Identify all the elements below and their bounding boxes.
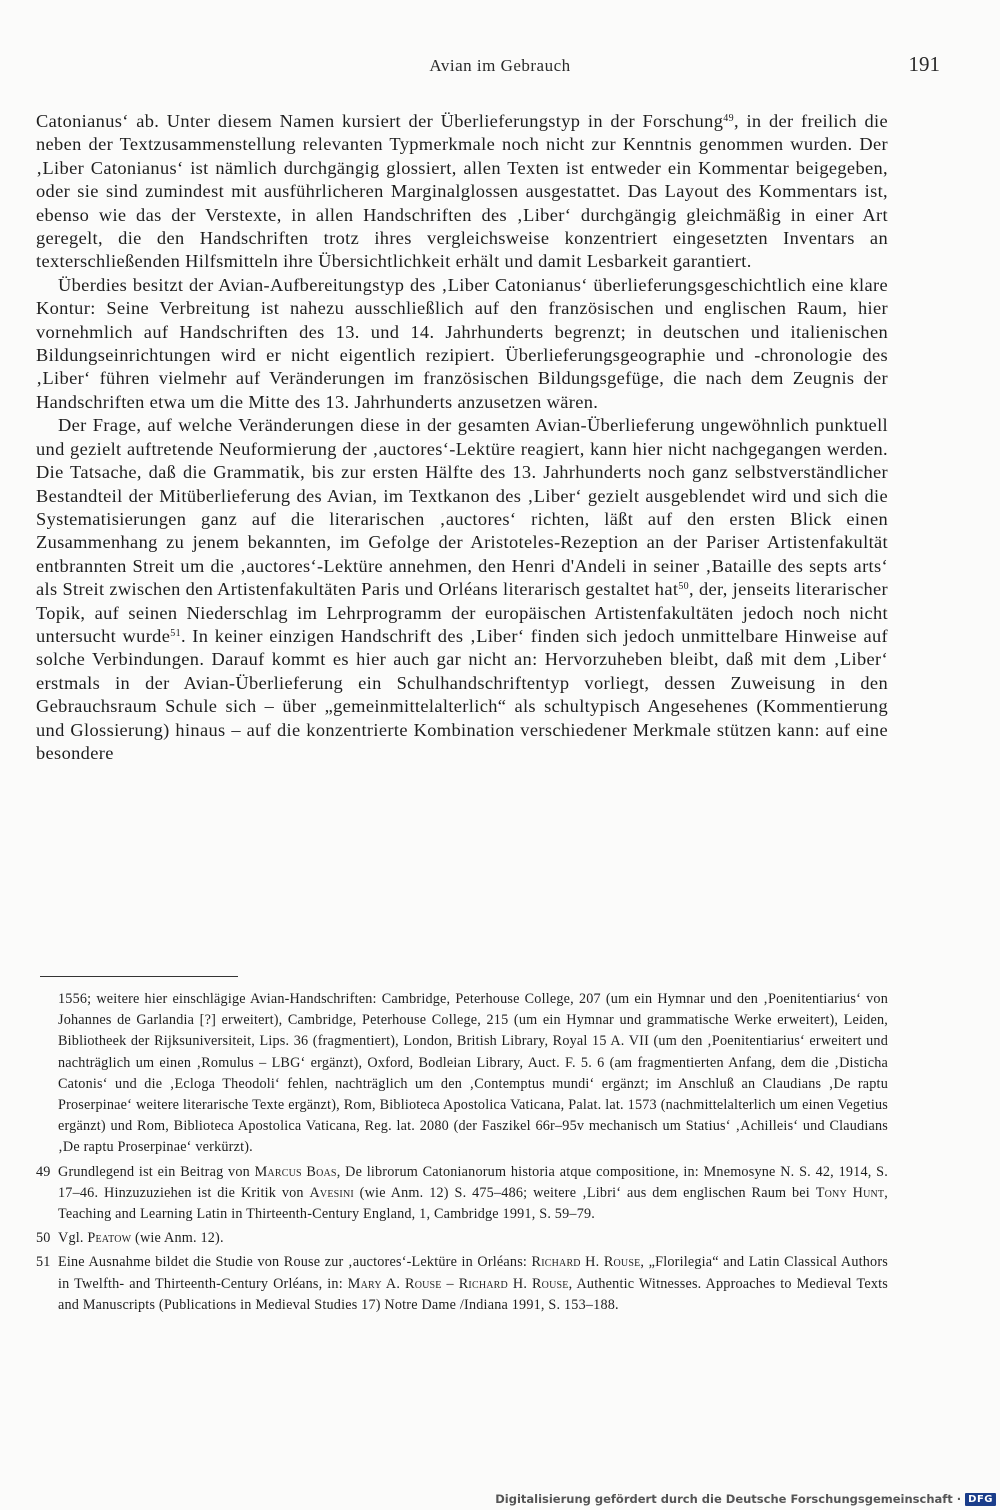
footnote-49: [36, 1162, 888, 1226]
footnote-continuation: 1556; weitere hier einschlägige Avian-Handschriften: Cambridge, Peterhouse College, 207 (um ein Hymnar und den ‚Poenitentiarius‘ von Johannes de Garlandia [?] erweitert), Cambridge, Peterhouse College, 215 (um ein Hymnar und grammatische Werke erweitert), Leiden, Bibliotheek der Rijksuniversiteit, Lips. 36 (fragmentiert), London, British Library, Royal 15 A. VII (um den ‚Poenitentiarius‘ erweitert und nachträglich um einen ‚Romulus – LBG‘ ergänzt), Oxford, Bodleian Library, Auct. F. 5. 6 (am fragmentierten Anfang, dem die ‚Disticha Catonis‘ und die ‚Ecloga Theodoli‘ fehlen, nachträglich um den ‚Contemptus mundi‘ ergänzt; im Anschluß an Claudians ‚De raptu Proserpinae‘ weitere literarische Texte ergänzt), Rom, Biblioteca Apostolica Vaticana, Palat. lat. 1573 (nachmittelalterlich um einen Vegetius ergänzt) und Rom, Biblioteca Apostolica Vaticana, Reg. lat. 2080 (der Faszikel 66r–95v mechanisch um Statius‘ ‚Achilleis‘ und Claudians ‚De raptu Proserpinae‘ verkürzt).: [58, 991, 888, 1156]
footnote-50: [36, 1228, 888, 1249]
author-name: Avesini: [309, 1184, 354, 1201]
footnote-reference: 49: [723, 113, 734, 124]
body-paragraph: [36, 414, 888, 765]
body-paragraph: [36, 110, 888, 274]
body-paragraph: Überdies besitzt der Avian-Aufbereitungstyp des ‚Liber Catonianus‘ überlieferungsgeschichtlich eine klare Kontur: Seine Verbreitung ist nahezu ausschließlich auf den französischen und englischen Raum, hier vornehmlich auf Handschriften des 13. und 14. Jahrhunderts begrenzt; in deutschen und italienischen Bildungseinrichtungen wird er nicht eigentlich rezipiert. Überlieferungsgeographie und -chronologie des ‚Liber‘ führen vielmehr auf Veränderungen im französischen Bildungsgefüge, die nach dem Zeugnis der Handschriften etwa um die Mitte des 13. Jahrhunderts anzusetzen wären.: [36, 274, 888, 412]
footnote-number: 49: [36, 1163, 51, 1180]
footnotes: [36, 989, 888, 1319]
author-name: Tony Hunt: [815, 1184, 885, 1201]
author-name: Peatow: [87, 1230, 132, 1247]
footnote-51: [36, 1252, 888, 1316]
paragraph-text: . In keiner einzigen Handschrift des ‚Liber‘ finden sich jedoch unmittelbare Hinweise auf solche Verbindungen. Darauf kommt es hier auch gar nicht an: Hervorzuheben bleibt, daß mit dem ‚Liber‘ erstmals in der Avian-Überlieferung ein Schulhandschriftentyp vorliegt, dessen Zuweisung in den Gebrauchsraum Schule sich – über „gemeinmittelalterlich“ als schultypisch Angesehenes (Kommentierung und Glossierung) hinaus – auf die konzentrierte Kombination verschiedener Merkmale stützen kann: auf eine besondere: [36, 625, 888, 763]
credit-text: Digitalisierung gefördert durch die Deutsche Forschungsgemeinschaft ·: [495, 1492, 962, 1506]
footnote-reference: 51: [170, 627, 181, 639]
footnote-text: , Authentic Witnesses. Approaches to Medieval Texts and Manuscripts (Publications in Medieval Studies 17) Notre Dame /Indiana 1991, S. 153–188.: [58, 1275, 888, 1313]
footnote-divider: [40, 976, 238, 977]
footnote-text: (wie Anm. 12).: [131, 1230, 224, 1247]
author-name: Marcus Boas: [254, 1163, 337, 1180]
paragraph-text: Catonianus‘ ab. Unter diesem Namen kursiert der Überlieferungstyp in der Forschung: [36, 111, 724, 131]
footnote-number: 51: [36, 1254, 51, 1271]
paragraph-text: , der, jenseits literarischer Topik, auf seinen Niederschlag im Lehrprogramm der europäischen Artistenfakultäten jedoch noch nicht untersucht wurde: [36, 579, 888, 646]
author-name: Mary A. Rouse – Richard H. Rouse: [347, 1275, 569, 1292]
running-title: Avian im Gebrauch: [429, 56, 571, 75]
footnote-text: , De librorum Catonianorum historia atque compositione, in: Mnemosyne N. S. 42, 1914, S. 17–46. Hinzuzuziehen ist die Kritik von: [58, 1163, 888, 1201]
dfg-logo-icon: DFG: [965, 1493, 996, 1506]
footnote-text: , „Florilegia“ and Latin Classical Authors in Twelfth- and Thirteenth-Century Orléans, in:: [58, 1254, 888, 1292]
page-number: 191: [908, 52, 940, 76]
page-header: [40, 52, 960, 86]
paragraph-text: , in der freilich die neben der Textzusammenstellung relevanten Typmerkmale noch nicht zur Kenntnis genommen wurden. Der ‚Liber Catonianus‘ ist nämlich durchgängig glossiert, allen Texten ist entweder ein Kommentar beigegeben, oder sie sind zumindest mit ausführlicheren Marginalglossen ausgestattet. Das Layout des Kommentars ist, ebenso wie das der Verstexte, in allen Handschriften des ‚Liber‘ durchgängig gleichmäßig in einer Art geregelt, die den Handschriften trotz ihres vergleichsweise konzentriert eingesetzten Inventars an texterschließenden Hilfsmitteln ihre Übersichtlichkeit erhält und damit Lesbarkeit garantiert.: [36, 111, 888, 272]
footnote-reference: 50: [678, 581, 690, 593]
body-text: [36, 110, 888, 765]
footnote-text: Eine Ausnahme bildet die Studie von Rouse zur ‚auctores‘-Lektüre in Orléans:: [58, 1254, 532, 1271]
footnote-text: Vgl.: [58, 1230, 88, 1247]
author-name: Richard H. Rouse: [531, 1254, 641, 1271]
footnote-text: , Teaching and Learning Latin in Thirteenth-Century England, 1, Cambridge 1991, S. 59–79.: [58, 1184, 888, 1223]
paragraph-text: Der Frage, auf welche Veränderungen diese in der gesamten Avian-Überlieferung ungewöhnlich punktuell und gezielt auftretende Neuformierung der ‚auctores‘-Lektüre reagiert, kann hier nicht nachgegangen werden. Die Tatsache, daß die Grammatik, bis zur ersten Hälfte des 13. Jahrhunderts noch ganz selbstverständlicher Bestandteil der Mitüberlieferung des Avian, im Textkanon des ‚Liber‘ gezielt ausgeblendet wird und sich die Systematisierungen ganz auf die literarischen ‚auctores‘ richten, läßt auf den ersten Blick einen Zusammenhang zu jenem bekannten, im Gefolge der Aristoteles-Rezeption an der Pariser Artistenfakultät entbrannten Streit um die ‚auctores‘-Lektüre annehmen, den Henri d'Andeli in seiner ‚Bataille des septs arts‘ als Streit zwischen den Artistenfakultäten Paris und Orléans literarisch gestaltet hat: [36, 415, 888, 600]
footnote-text: (wie Anm. 12) S. 475–486; weitere ‚Libri‘ aus dem englischen Raum bei: [353, 1184, 816, 1201]
footnote-text: Grundlegend ist ein Beitrag von: [58, 1163, 255, 1180]
digitization-credit: [495, 1491, 996, 1507]
footnote-number: 50: [36, 1230, 51, 1247]
